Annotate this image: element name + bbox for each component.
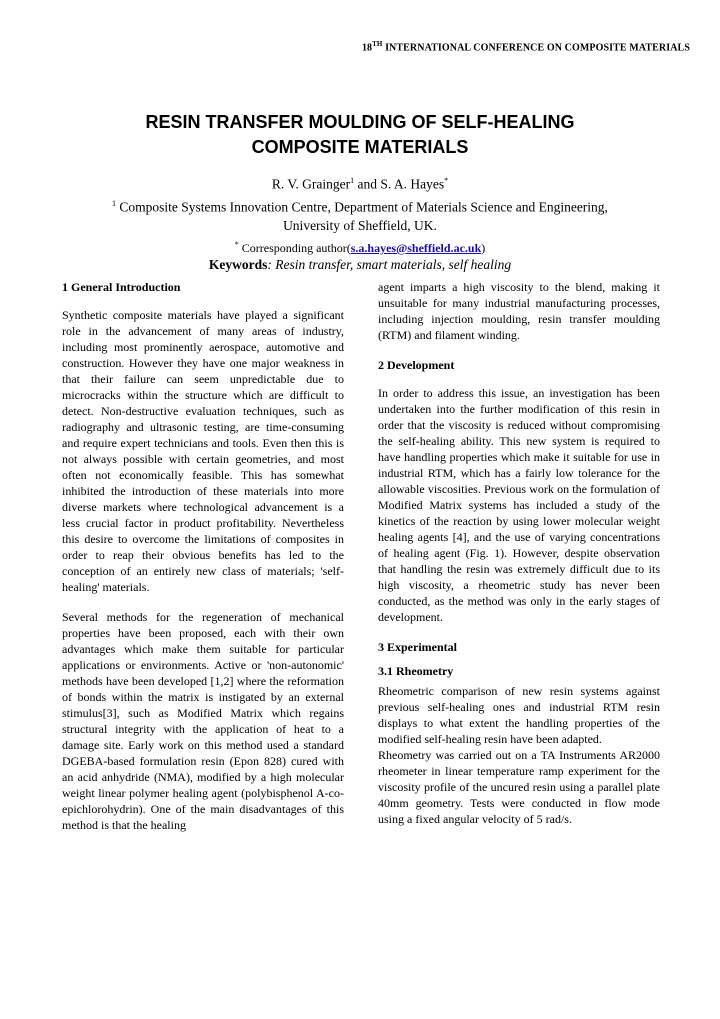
corresponding-author: * Corresponding author(s.a.hayes@sheffield.ac.uk): [234, 240, 486, 255]
paragraph: Rheometry was carried out on a TA Instruments AR2000 rheometer in linear temperature ramp experiment for the viscosity profile of the uncured resin using a parallel plate 40mm geometry. Tests were conducted in flow mode using a fixed angular velocity of 5 rad/s.: [378, 748, 660, 826]
affiliation-line-1: $^1$ Composite Systems Innovation Centre, Department of Materials Science and Engineering,: [112, 198, 608, 214]
left-column: [62, 279, 344, 847]
paragraph: In order to address this issue, an investigation has been undertaken into the further modification of this resin in order that the viscosity is reduced without compromising the self-healing ability. This new system is required to have handling properties which make it suitable for use in industrial RTM, which has a fairly low tolerance for the allowable viscosities. Previous work on the formulation of Modified Matrix systems has included a study of the kinetics of the reaction by using lower molecular weight healing agents [4], and the use of varying concentrations of healing agent (Fig. 1). However, despite observation that handling the resin was extremely difficult due to its high viscosity, a rheometric study has never been conducted, as the method was only in the early stages of development.: [378, 386, 660, 624]
author-2: and S. A. Hayes: [354, 176, 445, 192]
affiliation-line-2: University of Sheffield, UK.: [283, 218, 437, 233]
email-link[interactable]: s.a.hayes@sheffield.ac.uk: [350, 241, 482, 255]
section-heading-introduction: 1 General Introduction: [62, 280, 181, 294]
author-1: R. V. Grainger: [271, 176, 351, 192]
keywords-text: Resin transfer, smart materials, self healing: [275, 257, 512, 272]
paragraph: Several methods for the regeneration of mechanical properties have been proposed, each with their own advantages which make them suitable for particular applications or environments. Active or 'non-autonomic' methods have been developed [1,2] where the reformation of bonds within the matrix is instigated by an external stimulus[3], such as Modified Matrix which regains structural integrity with the application of heat to a damage site. Early work on this method used a standard DGEBA-based formulation resin (Epon 828) cured with an acid anhydride (NMA), modified by a high molecular weight linear polymer healing agent (polybisphenol A-co-epichlorohydrin). One of the main disadvantages of this method is that the healing: [62, 610, 344, 832]
subsection-heading-rheometry: 3.1 Rheometry: [378, 664, 454, 678]
section-heading-development: 2 Development: [378, 358, 455, 372]
keywords-line: Keywords: Resin transfer, smart materials, self healing: [208, 257, 512, 272]
section-heading-experimental: 3 Experimental: [378, 640, 457, 654]
paragraph: Synthetic composite materials have played a significant role in the advancement of many areas of industry, including most prominently aerospace, automotive and construction. However they have one major weakness in that their failure can seem unpredictable due to microcracks within the structure which are difficult to detect. Non-destructive evaluation techniques, such as radiography and ultrasonic testing, are time-consuming and require expert technicians and tools. Even then this is not always possible with certain geometries, and most often not economically feasible. This has somewhat inhibited the introduction of these materials into more diverse markets where technological advancement is a less crucial factor in product profitability. Nevertheless this desire to overcome the limitations of composites in order to reap their obvious benefits has led to the conception of an entirely new class of materials; 'self-healing' materials.: [62, 308, 344, 594]
title-line-1: RESIN TRANSFER MOULDING OF SELF-HEALING: [145, 112, 575, 132]
author-line: R. V. Grainger$^1$ and S. A. Hayes*: [271, 176, 449, 192]
paragraph: agent imparts a high viscosity to the blend, making it unsuitable for many industrial manufacturing processes, including injection moulding, resin transfer moulding (RTM) and filament winding.: [378, 280, 660, 342]
running-header: 18TH INTERNATIONAL CONFERENCE ON COMPOSITE MATERIALS: [361, 40, 690, 54]
right-column: [378, 279, 660, 841]
author-block: [0, 171, 720, 258]
keywords-label: Keywords: [208, 257, 268, 272]
paper-title: [0, 110, 720, 160]
title-line-2: COMPOSITE MATERIALS: [251, 137, 469, 157]
paragraph: Rheometric comparison of new resin systems against previous self-healing ones and industrial RTM resin displays to what extent the handling properties of the modified self-healing resin have been adapted.: [378, 684, 660, 746]
